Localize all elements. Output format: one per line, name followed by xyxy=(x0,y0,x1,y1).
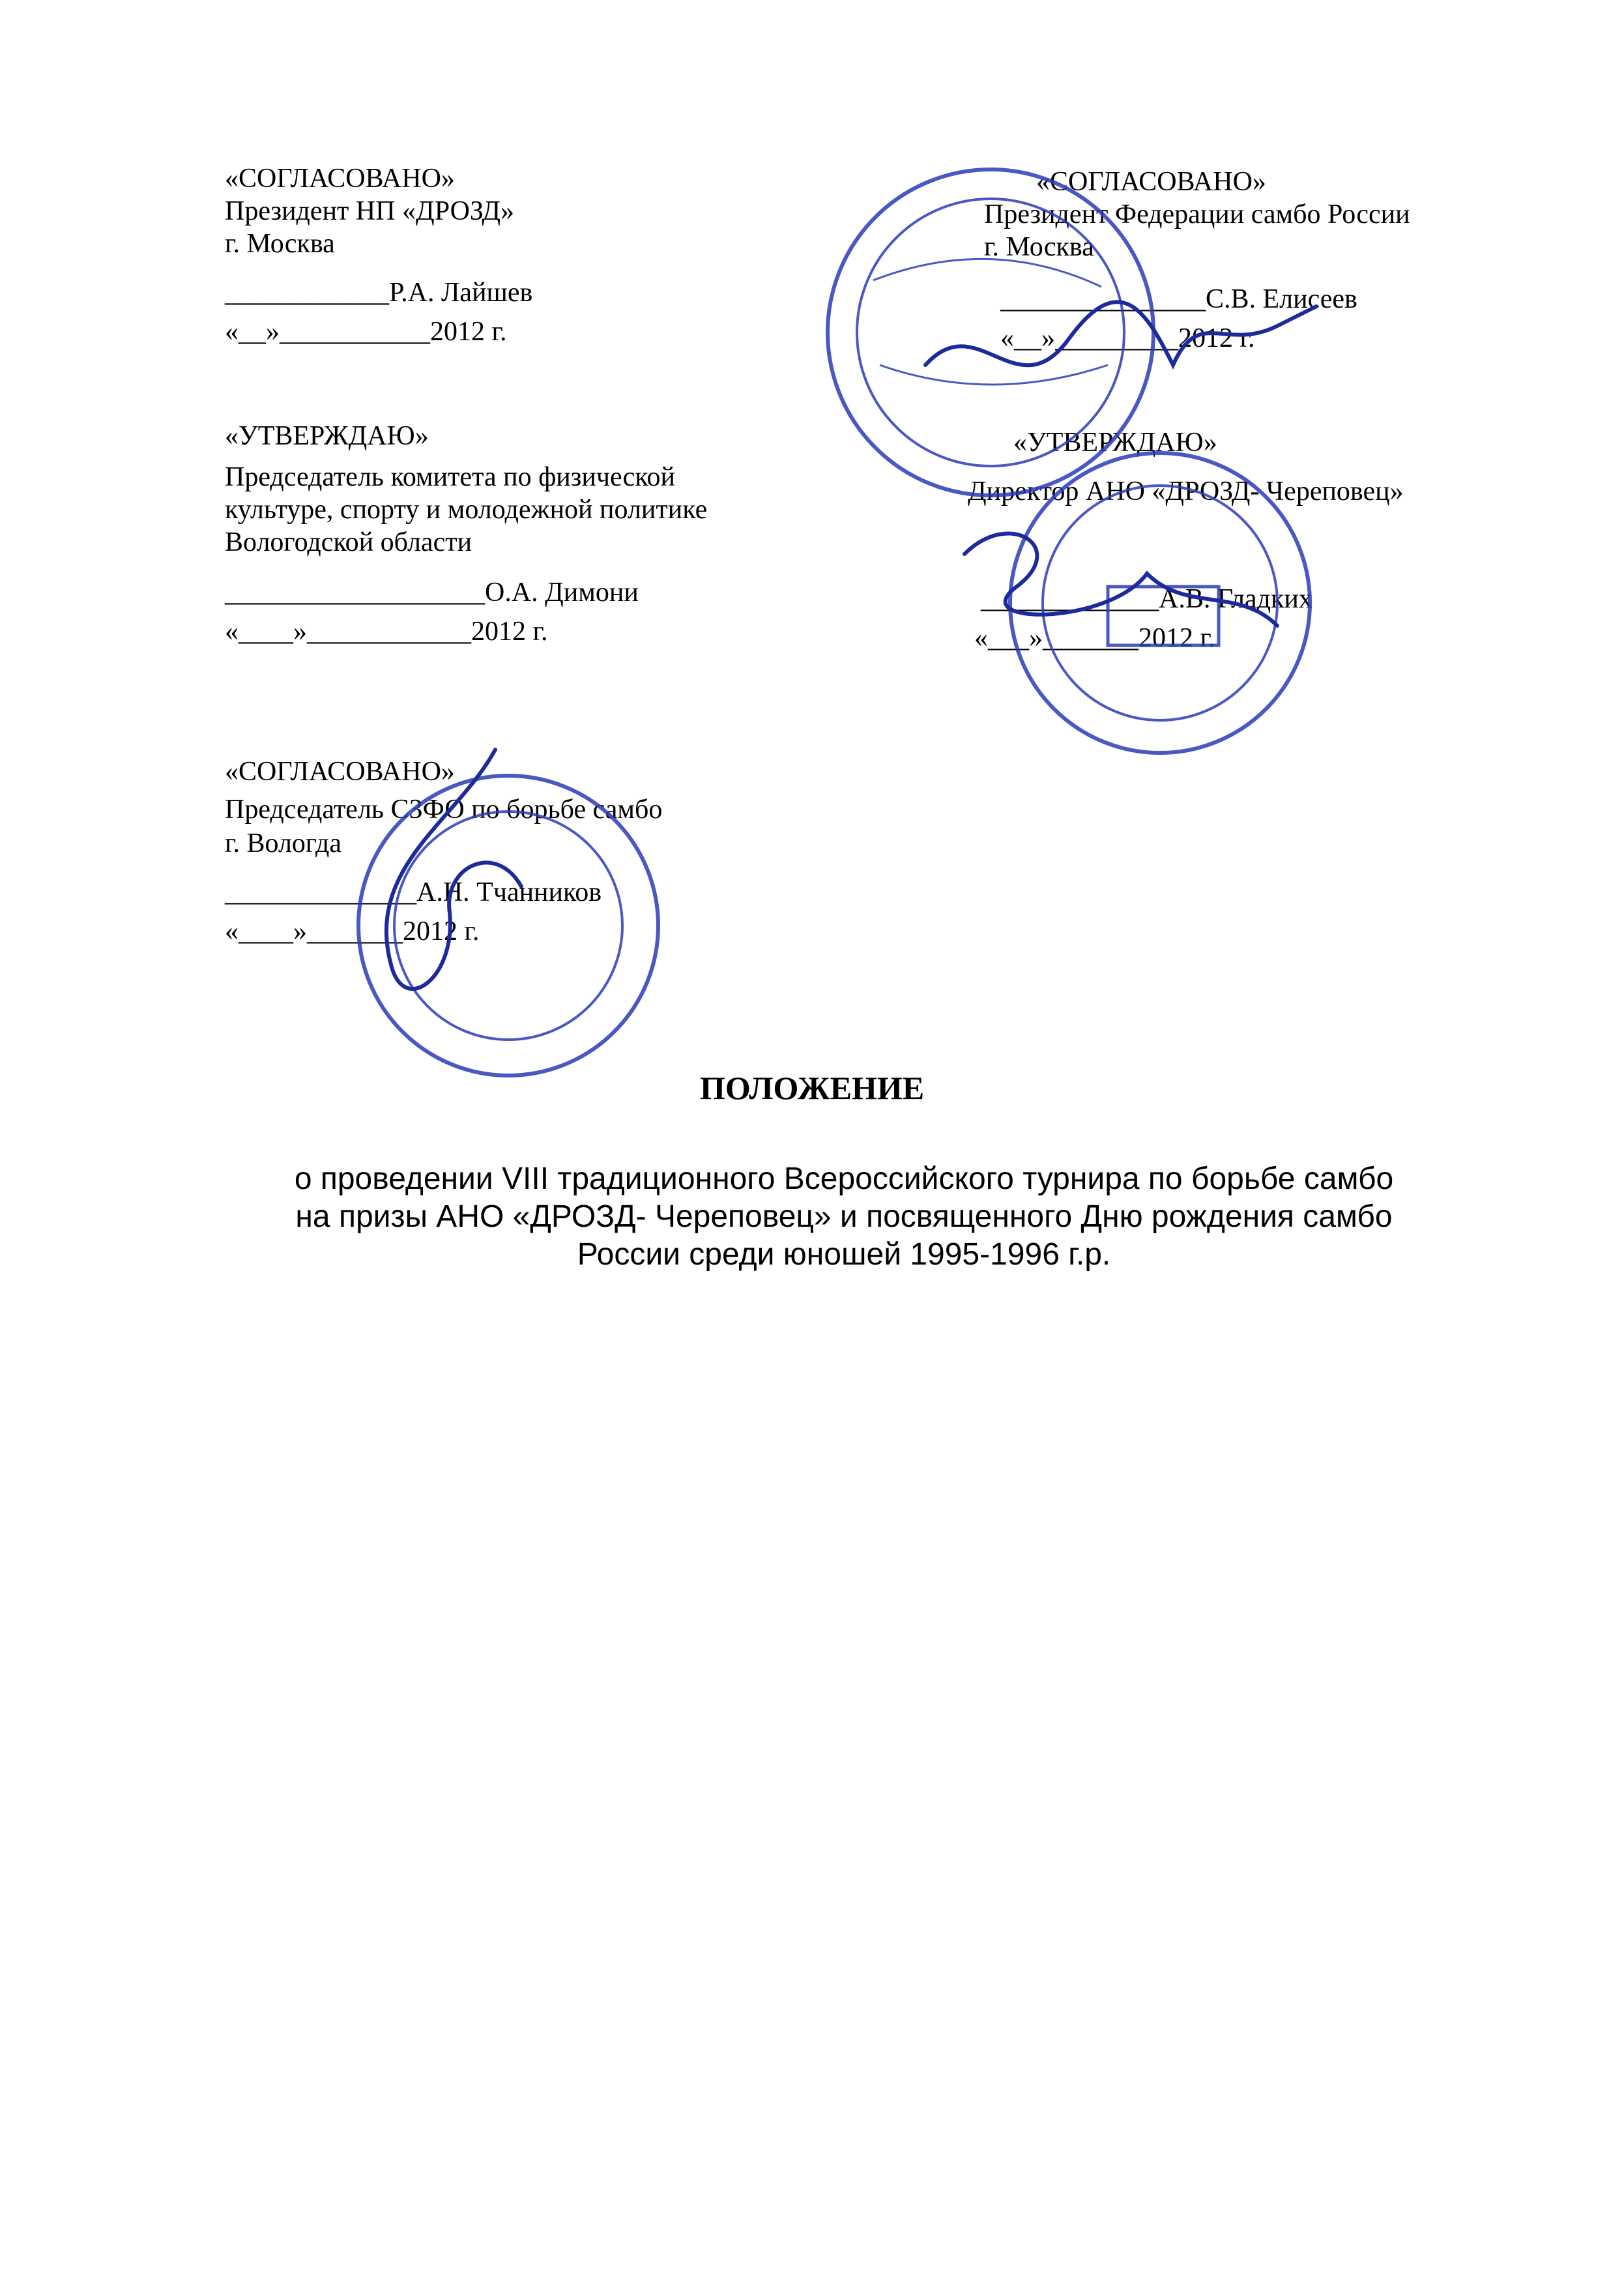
approval-position: Председатель комитета по физической xyxy=(225,462,676,492)
approval-position: Президент Федерации самбо России xyxy=(984,199,1410,229)
approval-heading: «СОГЛАСОВАНО» xyxy=(225,164,455,194)
approval-heading: «СОГЛАСОВАНО» xyxy=(1036,167,1266,197)
subtitle-line: России среди юношей 1995-1996 г.р. xyxy=(577,1237,1111,1272)
approval-signature-line: _____________А.В. Гладких xyxy=(981,584,1312,614)
approval-date-line: «__»_________2012 г. xyxy=(1000,323,1255,353)
subtitle-line: о проведении VIII традиционного Всероссийского турнира по борьбе самбо xyxy=(294,1162,1394,1196)
approval-position: Директор АНО «ДРОЗД- Череповец» xyxy=(968,476,1404,506)
approval-position: Председатель СЗФО по борьбе самбо xyxy=(225,795,663,825)
approval-date-line: «___»_______2012 г. xyxy=(974,623,1215,653)
approval-position-cont: культуре, спорту и молодежной политике xyxy=(225,495,708,525)
approval-position: Президент НП «ДРОЗД» xyxy=(225,196,515,226)
approval-city: г. Вологда xyxy=(225,828,342,858)
approval-signature-line: ______________А.Н. Тчанников xyxy=(225,877,602,907)
document-subtitle xyxy=(196,1160,1492,1274)
approval-signature-line: ___________________О.А. Димони xyxy=(225,578,639,608)
approval-heading: «УТВЕРЖДАЮ» xyxy=(225,421,429,451)
approval-city: г. Москва xyxy=(984,232,1094,262)
approval-heading: «УТВЕРЖДАЮ» xyxy=(1013,428,1217,458)
approval-heading: «СОГЛАСОВАНО» xyxy=(225,757,455,787)
subtitle-line: на призы АНО «ДРОЗД- Череповец» и посвященного Дню рождения самбо xyxy=(295,1199,1393,1234)
approval-date-line: «____»_______2012 г. xyxy=(225,916,480,946)
approval-date-line: «____»____________2012 г. xyxy=(225,617,548,647)
document-title: ПОЛОЖЕНИЕ xyxy=(699,1070,925,1106)
approval-city: г. Москва xyxy=(225,229,335,259)
approval-signature-line: _______________С.В. Елисеев xyxy=(1000,284,1357,314)
approval-date-line: «__»___________2012 г. xyxy=(225,317,507,347)
approval-region: Вологодской области xyxy=(225,527,472,557)
approval-signature-line: ____________Р.А. Лайшев xyxy=(225,278,533,308)
